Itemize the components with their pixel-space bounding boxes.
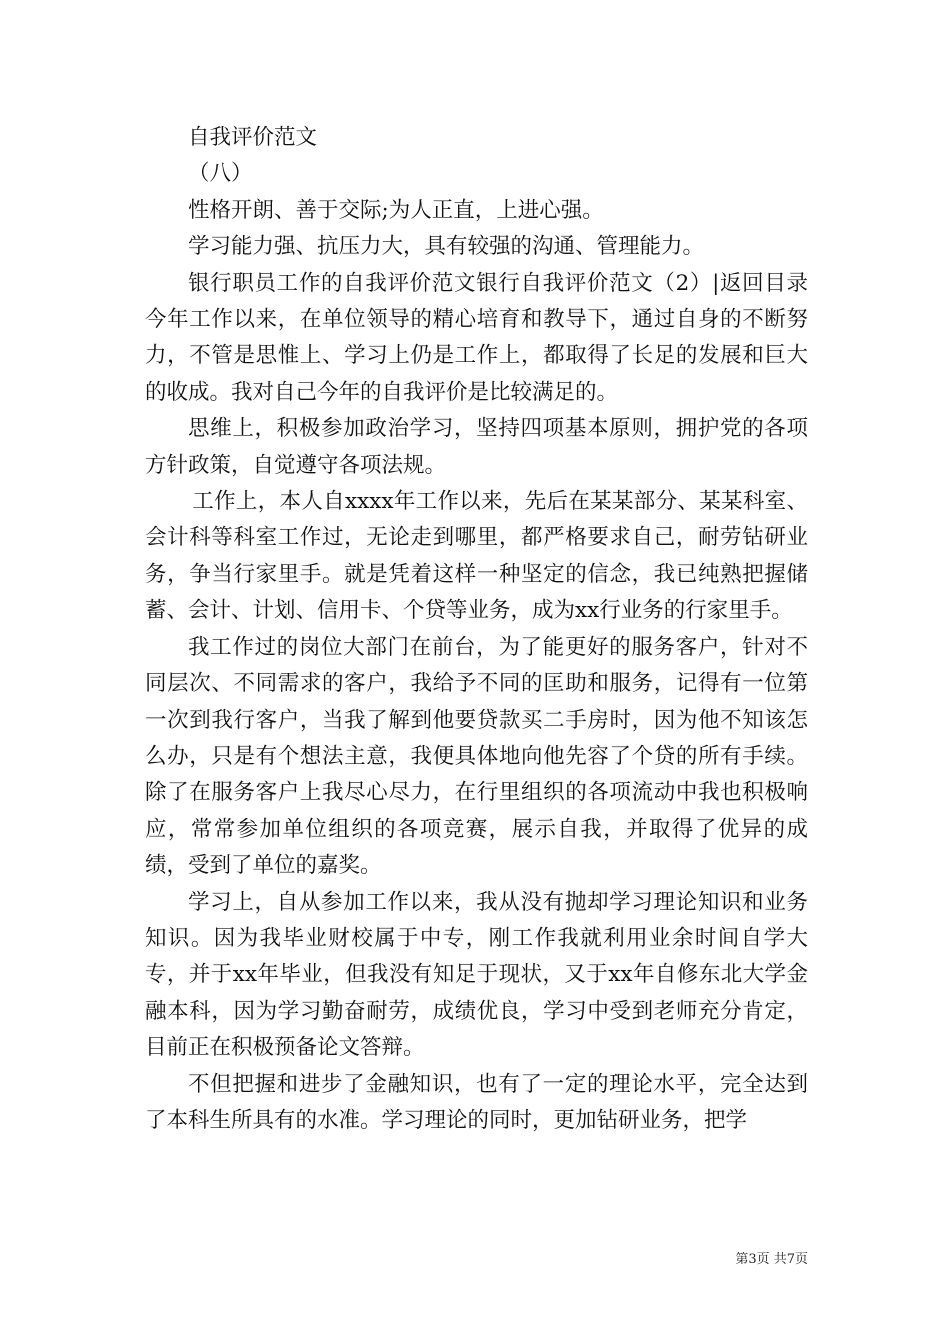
document-body [145,120,808,1139]
paragraph: 银行职员工作的自我评价范文银行自我评价范文（2）|返回目录今年工作以来，在单位领导的精心培育和教导下，通过自身的不断努力，不管是思惟上、学习上仍是工作上，都取得了长足的发展和巨大的收成。我对自己今年的自我评价是比较满足的。 [145,270,808,405]
paragraph: 不但把握和进步了金融知识，也有了一定的理论水平，完全达到了本科生所具有的水准。学习理论的同时，更加钻研业务，把学 [145,1071,808,1133]
paragraph: 我工作过的岗位大部门在前台，为了能更好的服务客户，针对不同层次、不同需求的客户，我给予不同的匡助和服务，记得有一位第一次到我行客户，当我了解到他要贷款买二手房时，因为他不知该怎么办，只是有个想法主意，我便具体地向他先容了个贷的所有手续。除了在服务客户上我尽心尽力，在行里组织的各项流动中我也积极响应，常常参加单位组织的各项竞赛，展示自我，并取得了优异的成绩，受到了单位的嘉奖。 [145,634,808,879]
paragraph: 学习上，自从参加工作以来，我从没有抛却学习理论知识和业务知识。因为我毕业财校属于中专，刚工作我就利用业余时间自学大专，并于xx年毕业，但我没有知足于现状，又于xx年自修东北大学金融本科，因为学习勤奋耐劳，成绩优良，学习中受到老师充分肯定，目前正在积极预备论文答辩。 [145,889,808,1061]
document-title: 自我评价范文 [188,125,318,150]
document-subtitle: （八） [188,161,253,187]
paragraph: 性格开朗、善于交际;为人正直，上进心强。 [188,197,604,223]
paragraph: 学习能力强、抗压力大，具有较强的沟通、管理能力。 [188,234,705,260]
paragraph: 思维上，积极参加政治学习，坚持四项基本原则，拥护党的各项方针政策，自觉遵守各项法规。 [145,416,808,478]
page-number: 第3页 共7页 [735,1252,808,1267]
paragraph: 工作上，本人自xxxx年工作以来，先后在某某部分、某某科室、会计科等科室工作过，无论走到哪里，都严格要求自己，耐劳钻研业务，争当行家里手。就是凭着这样一种坚定的信念，我已纯熟把握储蓄、会计、计划、信用卡、个贷等业务，成为xx行业务的行家里手。 [145,489,808,624]
